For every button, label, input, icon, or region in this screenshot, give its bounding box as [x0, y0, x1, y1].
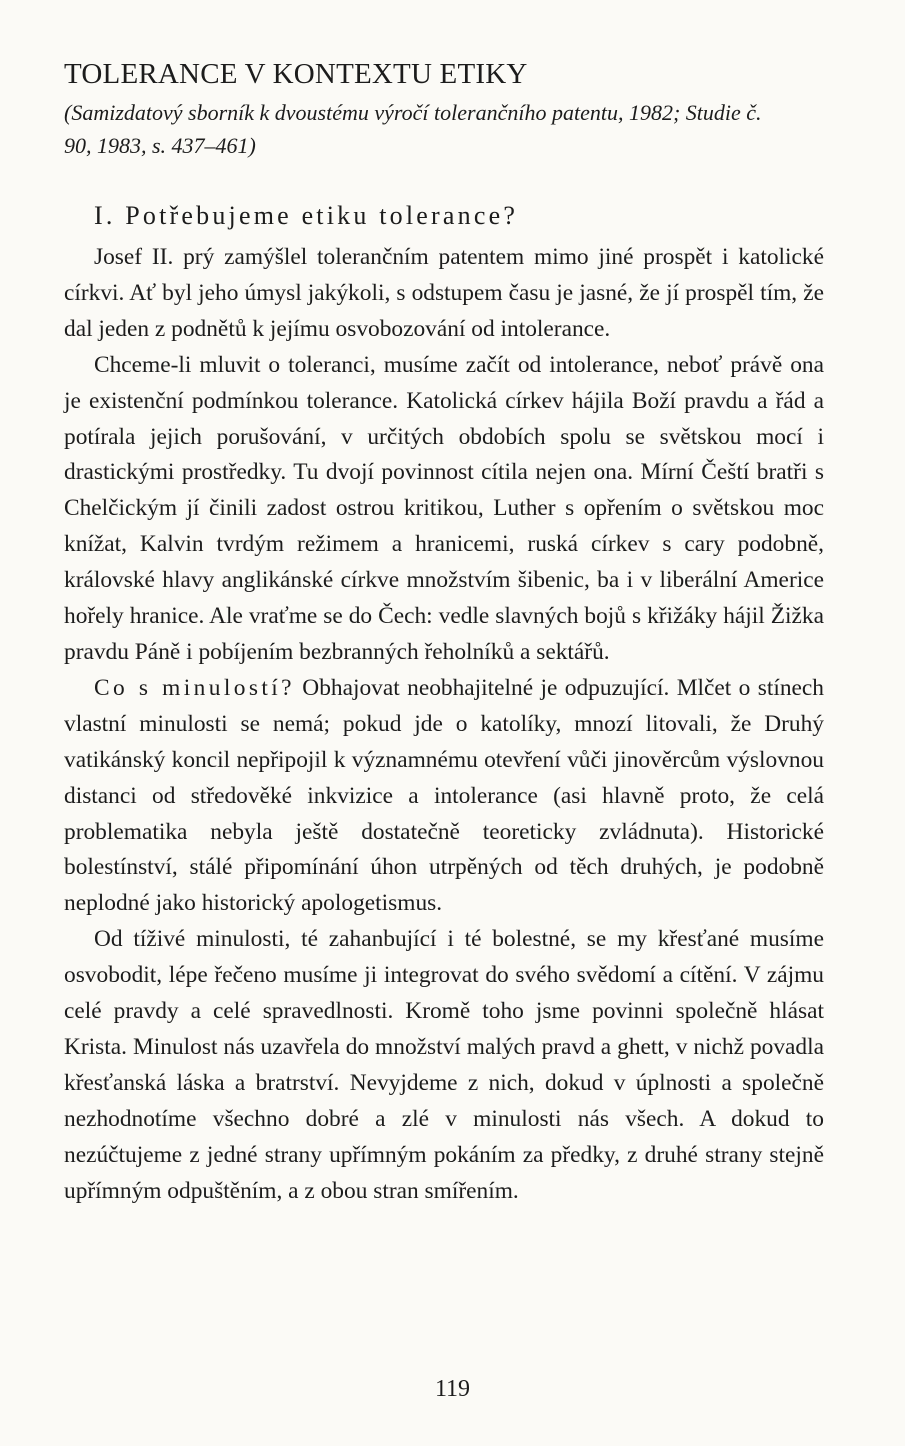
paragraph-3 [64, 671, 824, 922]
paragraph-1: Josef II. prý zamýšlel tolerančním patentem mimo jiné prospět i katolické církvi. Ať byl jeho úmysl jakýkoli, s odstupem času je jasné, že jí prospěl tím, že dal jeden z podnětů k jejímu osvobozování od intolerance. [64, 244, 824, 342]
section-heading: I. Potřebujeme etiku tolerance? [94, 201, 519, 230]
page-number: 119 [434, 1376, 471, 1402]
paragraph-3-lead: Co s minulostí? [94, 674, 295, 701]
chapter-title: TOLERANCE V KONTEXTU ETIKY [64, 58, 528, 90]
chapter-subtitle: (Samizdatový sborník k dvoustému výročí tolerančního patentu, 1982; Studie č. 90, 1983, s. 437–461) [64, 100, 762, 158]
page-body [64, 52, 824, 1209]
paragraph-2: Chceme-li mluvit o toleranci, musíme začít od intolerance, neboť právě ona je existenční podmínkou tolerance. Katolická církev hájila Boží pravdu a řád a potírala jejich porušování, v určitých obdobích spolu se světskou mocí i drastickými prostředky. Tu dvojí povinnost cítila nejen ona. Mírní Čeští bratři s Chelčickým jí činili zadost ostrou kritikou, Luther s opřením o světskou moc knížat, Kalvin tvrdým režimem a hranicemi, ruská církev s cary podobně, královské hlavy anglikánské církve množstvím šibenic, ba i v liberální Americe hořely hranice. Ale vraťme se do Čech: vedle slavných bojů s křižáky hájil Žižka pravdu Páně i pobíjením bezbranných řeholníků a sektářů. [64, 351, 824, 665]
paragraph-4: Od tíživé minulosti, té zahanbující i té bolestné, se my křesťané musíme osvobodit, lépe řečeno musíme ji integrovat do svého svědomí a cítění. V zájmu celé pravdy a celé spravedlnosti. Kromě toho jsme povinni společně hlásat Krista. Minulost nás uzavřela do množství malých pravd a ghett, v nichž povadla křesťanská láska a bratrství. Nevyjdeme z nich, dokud v úplnosti a společně nezhodnotíme všechno dobré a zlé v minulosti nás všech. A dokud to nezúčtujeme z jedné strany upřímným pokáním za předky, z druhé strany stejně upřímným odpuštěním, a z obou stran smířením. [64, 926, 824, 1204]
paragraph-3-text: Obhajovat neobhajitelné je odpuzující. Mlčet o stínech vlastní minulosti se nemá; pokud jde o katolíky, mnozí litovali, že Druhý vatikánský koncil nepřipojil k významnému otevření vůči jinověrcům výslovnou distanci od středověké inkvizice a intolerance (asi hlavně proto, že celá problematika nebyla ještě dostatečně teoreticky zvládnuta). Historické bolestínství, stálé připomínání úhon utrpěných od těch druhých, je podobně neplodné jako historický apologetismus. [64, 674, 824, 917]
